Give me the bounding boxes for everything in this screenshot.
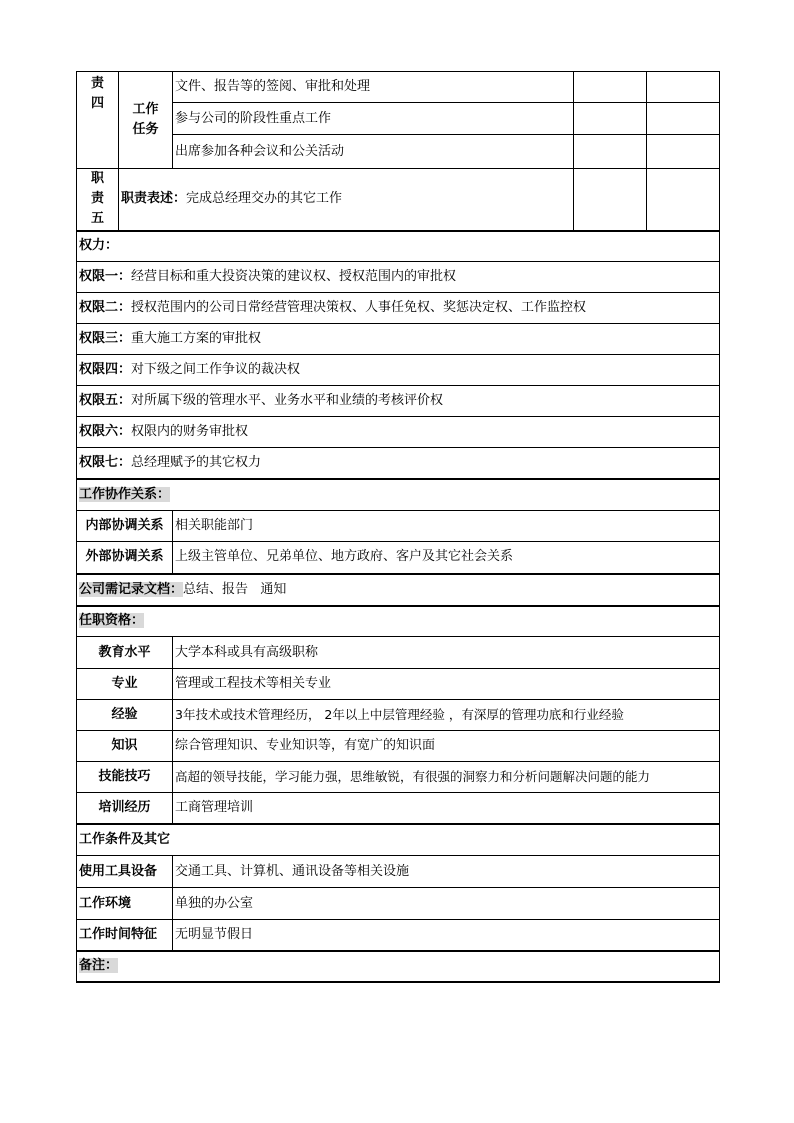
qualification-value: 高超的领导技能，学习能力强，思维敏锐，有很强的洞察力和分析问题解决问题的能力 bbox=[173, 762, 720, 793]
conditions-header-row bbox=[77, 824, 720, 856]
authority-label: 权限五： bbox=[79, 393, 132, 408]
qualification-header: 任职资格： bbox=[79, 613, 145, 629]
cooperation-header: 工作协作关系： bbox=[79, 486, 171, 502]
authority-label: 权限三： bbox=[79, 331, 132, 346]
authority-text: 对所属下级的管理水平、业务水平和业绩的考核评价权 bbox=[131, 393, 444, 408]
external-coordination-value: 上级主管单位、兄弟单位、地方政府、客户及其它社会关系 bbox=[173, 542, 720, 574]
duty4-item: 出席参加各种会议和公关活动 bbox=[173, 135, 574, 169]
duty4-row-1 bbox=[77, 72, 720, 103]
external-coordination-label: 外部协调关系 bbox=[77, 542, 173, 574]
remarks-row bbox=[77, 951, 720, 982]
records-row bbox=[77, 574, 720, 606]
qualification-header-row bbox=[77, 606, 720, 637]
cooperation-internal-row bbox=[77, 511, 720, 542]
qualification-value: 综合管理知识、专业知识等，有宽广的知识面 bbox=[173, 731, 720, 762]
conditions-value: 无明显节假日 bbox=[173, 920, 720, 951]
qualification-label: 培训经历 bbox=[77, 793, 173, 824]
duty4-label: 责 四 bbox=[77, 72, 119, 169]
qualification-label: 专业 bbox=[77, 669, 173, 700]
cooperation-external-row bbox=[77, 542, 720, 574]
conditions-row bbox=[77, 920, 720, 951]
authority-text: 经营目标和重大投资决策的建议权、授权范围内的审批权 bbox=[131, 269, 457, 284]
cooperation-header-row bbox=[77, 479, 720, 511]
qualification-row bbox=[77, 762, 720, 793]
qualification-row bbox=[77, 700, 720, 731]
qualification-value: 3年技术或技术管理经历， 2年以上中层管理经验 ，有深厚的管理功底和行业经验 bbox=[173, 700, 720, 731]
qualification-label: 教育水平 bbox=[77, 637, 173, 669]
authority-text: 对下级之间工作争议的裁决权 bbox=[131, 362, 301, 377]
conditions-value: 单独的办公室 bbox=[173, 888, 720, 920]
authority-text: 重大施工方案的审批权 bbox=[131, 331, 262, 346]
duty4-row-2 bbox=[77, 103, 720, 135]
qualification-row bbox=[77, 637, 720, 669]
authority-label: 权限四： bbox=[79, 362, 132, 377]
authority-row bbox=[77, 417, 720, 448]
qualification-value: 工商管理培训 bbox=[173, 793, 720, 824]
authority-row bbox=[77, 293, 720, 324]
authority-label: 权限七： bbox=[79, 454, 132, 470]
authority-label: 权限一： bbox=[79, 269, 132, 284]
duty4-item-extra-2 bbox=[647, 72, 720, 103]
qualification-row bbox=[77, 669, 720, 700]
authority-header: 权力： bbox=[79, 238, 119, 254]
conditions-row bbox=[77, 856, 720, 888]
duty5-row bbox=[77, 169, 720, 231]
qualification-label: 技能技巧 bbox=[77, 762, 173, 793]
conditions-label: 使用工具设备 bbox=[77, 856, 173, 888]
authority-row bbox=[77, 386, 720, 417]
job-description-table bbox=[76, 71, 720, 983]
conditions-label: 工作环境 bbox=[77, 888, 173, 920]
authority-text: 总经理赋予的其它权力 bbox=[131, 454, 262, 470]
duty4-task-label: 工作 任务 bbox=[119, 72, 173, 169]
authority-row bbox=[77, 324, 720, 355]
records-value: 总结、报告 通知 bbox=[183, 581, 287, 597]
authority-header-row bbox=[77, 231, 720, 262]
duty5-description bbox=[119, 169, 574, 231]
duty4-row-3 bbox=[77, 135, 720, 169]
conditions-header: 工作条件及其它 bbox=[79, 831, 171, 847]
authority-row bbox=[77, 262, 720, 293]
job-description-sheet bbox=[76, 71, 719, 983]
qualification-row bbox=[77, 793, 720, 824]
duty5-label: 职 责 五 bbox=[77, 169, 119, 231]
duty5-desc-label: 职责表述： bbox=[121, 191, 187, 207]
internal-coordination-value: 相关职能部门 bbox=[173, 511, 720, 542]
qualification-value: 大学本科或具有高级职称 bbox=[173, 637, 720, 669]
authority-text: 授权范围内的公司日常经营管理决策权、人事任免权、奖惩决定权、工作监控权 bbox=[131, 300, 587, 315]
authority-text: 权限内的财务审批权 bbox=[131, 424, 249, 439]
qualification-label: 知识 bbox=[77, 731, 173, 762]
internal-coordination-label: 内部协调关系 bbox=[77, 511, 173, 542]
qualification-row bbox=[77, 731, 720, 762]
conditions-value: 交通工具、计算机、通讯设备等相关设施 bbox=[173, 856, 720, 888]
authority-row bbox=[77, 355, 720, 386]
authority-label: 权限二： bbox=[79, 300, 132, 315]
duty5-desc-text: 完成总经理交办的其它工作 bbox=[186, 191, 343, 207]
duty4-item: 文件、报告等的签阅、审批和处理 bbox=[173, 72, 574, 103]
remarks-label: 备注： bbox=[79, 958, 119, 973]
duty4-item-extra-1 bbox=[574, 72, 647, 103]
qualification-label: 经验 bbox=[77, 700, 173, 731]
authority-label: 权限六： bbox=[79, 424, 132, 439]
qualification-value: 管理或工程技术等相关专业 bbox=[173, 669, 720, 700]
duty4-item: 参与公司的阶段性重点工作 bbox=[173, 103, 574, 135]
conditions-label: 工作时间特征 bbox=[77, 920, 173, 951]
records-label: 公司需记录文档： bbox=[79, 581, 184, 597]
authority-row bbox=[77, 448, 720, 479]
conditions-row bbox=[77, 888, 720, 920]
